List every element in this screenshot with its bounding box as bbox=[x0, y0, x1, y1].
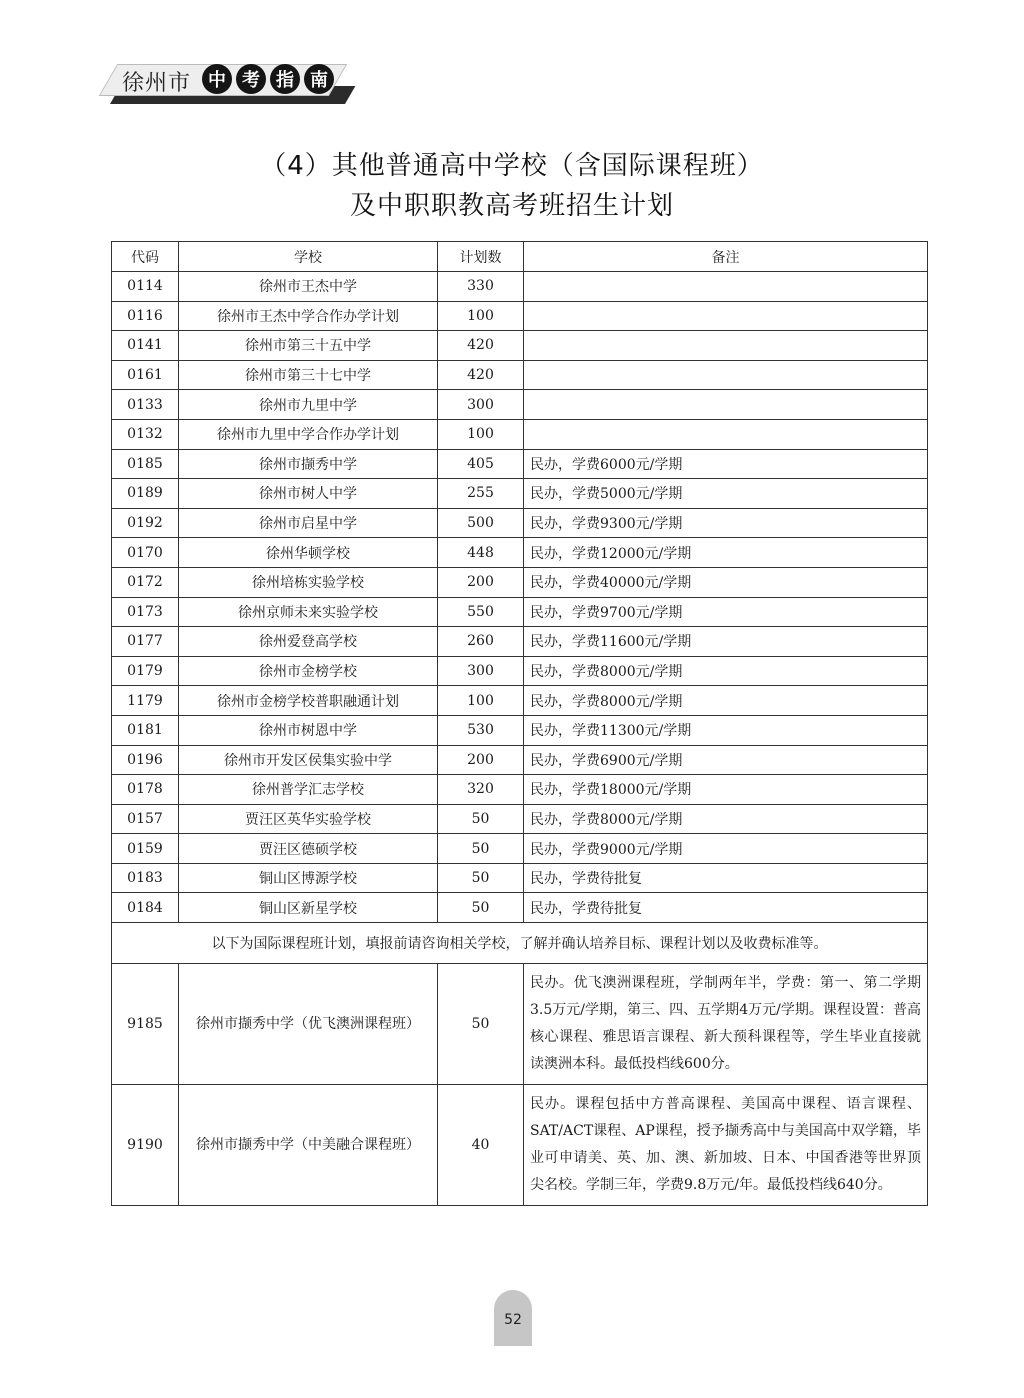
cell-school: 徐州市九里中学 bbox=[179, 390, 438, 420]
table-row bbox=[112, 804, 928, 834]
cell-school: 贾汪区英华实验学校 bbox=[179, 804, 438, 834]
intl-table-row bbox=[112, 964, 928, 1085]
cell-note: 民办，学费40000元/学期 bbox=[524, 567, 928, 597]
cell-plan: 200 bbox=[438, 567, 524, 597]
table-row bbox=[112, 449, 928, 479]
cell-plan: 405 bbox=[438, 449, 524, 479]
cell-note: 民办，学费9000元/学期 bbox=[524, 834, 928, 864]
cell-school: 徐州京师未来实验学校 bbox=[179, 597, 438, 627]
cell-school: 徐州市九里中学合作办学计划 bbox=[179, 419, 438, 449]
page-number: 52 bbox=[504, 1312, 522, 1328]
cell-code: 0141 bbox=[112, 331, 179, 361]
table-row bbox=[112, 745, 928, 775]
cell-code: 0196 bbox=[112, 745, 179, 775]
cell-school: 铜山区博源学校 bbox=[179, 863, 438, 893]
table-row bbox=[112, 272, 928, 302]
cell-plan: 200 bbox=[438, 745, 524, 775]
header-seal-3: 指 bbox=[270, 64, 300, 94]
cell-school: 徐州华顿学校 bbox=[179, 538, 438, 568]
page-number-tab bbox=[494, 1290, 532, 1346]
cell-note: 民办，学费18000元/学期 bbox=[524, 775, 928, 805]
cell-school: 徐州市树人中学 bbox=[179, 479, 438, 509]
cell-plan: 50 bbox=[438, 834, 524, 864]
table-row bbox=[112, 301, 928, 331]
cell-note: 民办，学费6900元/学期 bbox=[524, 745, 928, 775]
header-seal-1: 中 bbox=[202, 64, 232, 94]
header-seal-2: 考 bbox=[236, 64, 266, 94]
cell-school: 铜山区新星学校 bbox=[179, 893, 438, 923]
cell-school: 徐州市撷秀中学（优飞澳洲课程班） bbox=[179, 964, 438, 1085]
cell-note bbox=[524, 360, 928, 390]
cell-plan: 100 bbox=[438, 301, 524, 331]
cell-note bbox=[524, 301, 928, 331]
table-row bbox=[112, 360, 928, 390]
col-header-code: 代码 bbox=[112, 242, 179, 272]
table-row bbox=[112, 538, 928, 568]
cell-code: 0192 bbox=[112, 508, 179, 538]
cell-school: 徐州市撷秀中学（中美融合课程班） bbox=[179, 1085, 438, 1206]
cell-code: 0181 bbox=[112, 715, 179, 745]
cell-code: 0184 bbox=[112, 893, 179, 923]
cell-code: 0116 bbox=[112, 301, 179, 331]
cell-code: 0173 bbox=[112, 597, 179, 627]
cell-school: 徐州市开发区侯集实验中学 bbox=[179, 745, 438, 775]
cell-note: 民办，学费6000元/学期 bbox=[524, 449, 928, 479]
cell-plan: 320 bbox=[438, 775, 524, 805]
cell-plan: 100 bbox=[438, 686, 524, 716]
table-row bbox=[112, 567, 928, 597]
cell-plan: 420 bbox=[438, 331, 524, 361]
cell-note bbox=[524, 390, 928, 420]
cell-note: 民办，学费8000元/学期 bbox=[524, 686, 928, 716]
cell-note: 民办。优飞澳洲课程班，学制两年半，学费：第一、第二学期3.5万元/学期，第三、四、五学期4万元/学期。课程设置：普高核心课程、雅思语言课程、新大预科课程等，学生毕业直接就读澳洲本科。最低投档线600分。 bbox=[524, 964, 928, 1085]
header-city: 徐州市 bbox=[122, 71, 192, 96]
enrollment-plan-table bbox=[111, 241, 928, 1206]
cell-plan: 50 bbox=[438, 804, 524, 834]
cell-school: 徐州市金榜学校 bbox=[179, 656, 438, 686]
cell-code: 0172 bbox=[112, 567, 179, 597]
cell-code: 9190 bbox=[112, 1085, 179, 1206]
cell-plan: 500 bbox=[438, 508, 524, 538]
cell-school: 贾汪区德硕学校 bbox=[179, 834, 438, 864]
cell-plan: 255 bbox=[438, 479, 524, 509]
cell-code: 0114 bbox=[112, 272, 179, 302]
cell-code: 9185 bbox=[112, 964, 179, 1085]
cell-code: 0179 bbox=[112, 656, 179, 686]
cell-note: 民办。课程包括中方普高课程、美国高中课程、语言课程、SAT/ACT课程、AP课程，授予撷秀高中与美国高中双学籍，毕业可申请美、英、加、澳、新加坡、日本、中国香港等世界顶尖名校。学制三年，学费9.8万元/年。最低投档线640分。 bbox=[524, 1085, 928, 1206]
cell-code: 0161 bbox=[112, 360, 179, 390]
cell-school: 徐州市金榜学校普职融通计划 bbox=[179, 686, 438, 716]
cell-school: 徐州普学汇志学校 bbox=[179, 775, 438, 805]
col-header-school: 学校 bbox=[179, 242, 438, 272]
cell-note: 民办，学费11600元/学期 bbox=[524, 627, 928, 657]
cell-plan: 50 bbox=[438, 964, 524, 1085]
table-row bbox=[112, 863, 928, 893]
table-body bbox=[112, 272, 928, 1206]
cell-code: 0189 bbox=[112, 479, 179, 509]
table-row bbox=[112, 331, 928, 361]
page-title-line-2: 及中职职教高考班招生计划 bbox=[349, 191, 674, 221]
table-row bbox=[112, 775, 928, 805]
cell-plan: 260 bbox=[438, 627, 524, 657]
guide-header-band bbox=[110, 56, 350, 104]
header-seal-4: 南 bbox=[304, 64, 334, 94]
page-title-line-1: （4）其他普通高中学校（含国际课程班） bbox=[260, 151, 764, 181]
cell-code: 0185 bbox=[112, 449, 179, 479]
cell-note: 民办，学费12000元/学期 bbox=[524, 538, 928, 568]
cell-school: 徐州市第三十五中学 bbox=[179, 331, 438, 361]
table-header-row bbox=[112, 242, 928, 272]
cell-note: 民办，学费8000元/学期 bbox=[524, 804, 928, 834]
cell-plan: 300 bbox=[438, 390, 524, 420]
cell-note: 民办，学费11300元/学期 bbox=[524, 715, 928, 745]
cell-school: 徐州市第三十七中学 bbox=[179, 360, 438, 390]
intl-notice-row bbox=[112, 923, 928, 964]
cell-code: 0159 bbox=[112, 834, 179, 864]
table-row bbox=[112, 893, 928, 923]
table-row bbox=[112, 419, 928, 449]
cell-school: 徐州培栋实验学校 bbox=[179, 567, 438, 597]
cell-plan: 550 bbox=[438, 597, 524, 627]
cell-code: 0183 bbox=[112, 863, 179, 893]
cell-note: 民办，学费待批复 bbox=[524, 863, 928, 893]
cell-school: 徐州市王杰中学 bbox=[179, 272, 438, 302]
table-row bbox=[112, 834, 928, 864]
cell-plan: 50 bbox=[438, 863, 524, 893]
table-row bbox=[112, 627, 928, 657]
table-row bbox=[112, 715, 928, 745]
table-row bbox=[112, 479, 928, 509]
intl-notice: 以下为国际课程班计划，填报前请咨询相关学校，了解并确认培养目标、课程计划以及收费标准等。 bbox=[112, 923, 928, 964]
cell-code: 0178 bbox=[112, 775, 179, 805]
table-row bbox=[112, 597, 928, 627]
cell-note: 民办，学费8000元/学期 bbox=[524, 656, 928, 686]
cell-plan: 448 bbox=[438, 538, 524, 568]
cell-plan: 300 bbox=[438, 656, 524, 686]
cell-note: 民办，学费9300元/学期 bbox=[524, 508, 928, 538]
cell-plan: 50 bbox=[438, 893, 524, 923]
cell-code: 0132 bbox=[112, 419, 179, 449]
cell-note: 民办，学费5000元/学期 bbox=[524, 479, 928, 509]
cell-note bbox=[524, 419, 928, 449]
table-row bbox=[112, 686, 928, 716]
cell-note: 民办，学费9700元/学期 bbox=[524, 597, 928, 627]
cell-code: 0177 bbox=[112, 627, 179, 657]
cell-school: 徐州市王杰中学合作办学计划 bbox=[179, 301, 438, 331]
cell-plan: 100 bbox=[438, 419, 524, 449]
cell-plan: 530 bbox=[438, 715, 524, 745]
col-header-note: 备注 bbox=[524, 242, 928, 272]
cell-code: 0170 bbox=[112, 538, 179, 568]
cell-plan: 420 bbox=[438, 360, 524, 390]
cell-plan: 330 bbox=[438, 272, 524, 302]
cell-note bbox=[524, 272, 928, 302]
cell-plan: 40 bbox=[438, 1085, 524, 1206]
cell-school: 徐州爱登高学校 bbox=[179, 627, 438, 657]
table-row bbox=[112, 390, 928, 420]
intl-table-row bbox=[112, 1085, 928, 1206]
cell-note: 民办，学费待批复 bbox=[524, 893, 928, 923]
cell-note bbox=[524, 331, 928, 361]
table-row bbox=[112, 508, 928, 538]
col-header-plan: 计划数 bbox=[438, 242, 524, 272]
cell-code: 1179 bbox=[112, 686, 179, 716]
cell-school: 徐州市树恩中学 bbox=[179, 715, 438, 745]
cell-code: 0133 bbox=[112, 390, 179, 420]
table-row bbox=[112, 656, 928, 686]
cell-school: 徐州市撷秀中学 bbox=[179, 449, 438, 479]
cell-school: 徐州市启星中学 bbox=[179, 508, 438, 538]
cell-code: 0157 bbox=[112, 804, 179, 834]
